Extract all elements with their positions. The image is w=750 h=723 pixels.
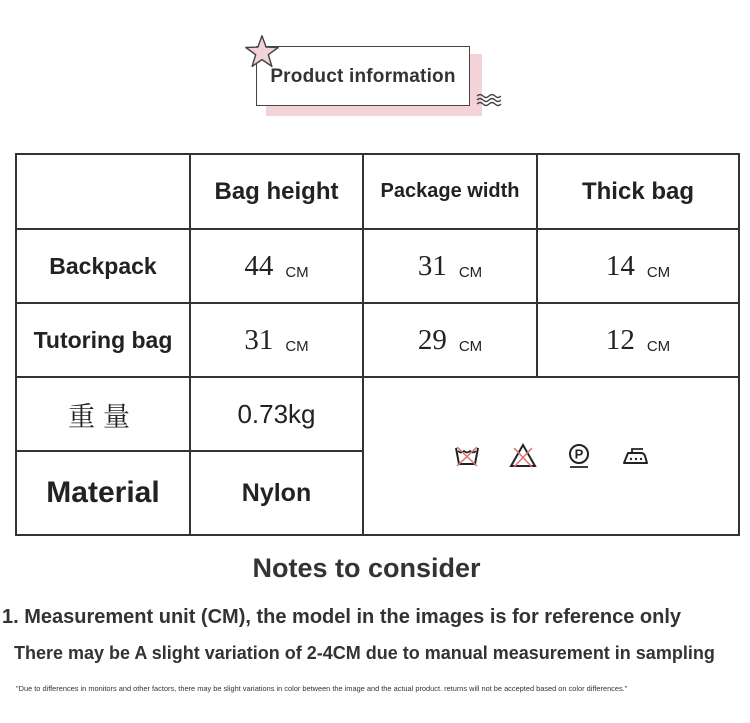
value-number: 44 <box>244 249 274 282</box>
value-unit: CM <box>285 263 309 281</box>
product-info-badge <box>240 30 510 130</box>
header-bag-height: Bag height <box>190 154 363 229</box>
value-unit: CM <box>646 337 671 355</box>
cell-material-value: Nylon <box>190 451 363 535</box>
row-label-material: Material <box>16 451 190 535</box>
cell-tutoring-thickness <box>537 303 739 377</box>
svg-text:P: P <box>574 446 584 462</box>
table-row-backpack <box>16 229 739 303</box>
care-icons-cell <box>363 377 739 535</box>
row-label-backpack: Backpack <box>16 229 190 303</box>
table-row-tutoring-bag <box>16 303 739 377</box>
color-disclaimer: "Due to differences in monitors and other factors, there may be slight variations in color between the image and the actual product. returns will not be accepted based on color differences." <box>16 684 628 693</box>
cell-backpack-height <box>190 229 363 303</box>
header-thick-bag: Thick bag <box>537 154 739 229</box>
cell-weight-value: 0.73kg <box>190 377 363 451</box>
value-unit: CM <box>458 337 483 355</box>
value-number: 29 <box>417 323 447 356</box>
table-row-weight <box>16 377 739 451</box>
notes-title: Notes to consider <box>252 553 481 583</box>
cell-tutoring-width <box>363 303 537 377</box>
badge-box <box>256 46 470 106</box>
header-cell-empty <box>16 154 190 229</box>
value-number: 14 <box>605 249 635 282</box>
cell-tutoring-height <box>190 303 363 377</box>
value-number: 31 <box>417 249 447 282</box>
no-hand-wash-icon <box>453 442 481 470</box>
star-icon <box>244 34 280 70</box>
no-bleach-icon <box>509 442 537 470</box>
note-line-2: There may be A slight variation of 2-4CM due to manual measurement in sampling <box>14 643 715 663</box>
value-unit: CM <box>458 263 483 281</box>
care-icons <box>364 442 738 470</box>
iron-low-heat-icon <box>621 442 649 470</box>
cell-backpack-thickness <box>537 229 739 303</box>
value-unit: CM <box>646 263 671 281</box>
value-number: 12 <box>605 323 635 356</box>
spec-table <box>15 153 740 536</box>
page-title: Product information <box>270 66 456 87</box>
header-package-width: Package width <box>363 154 537 229</box>
value-unit: CM <box>285 337 309 355</box>
dry-clean-p-icon <box>565 442 593 470</box>
waves-icon <box>476 92 502 108</box>
row-label-weight: 重量 <box>16 377 190 451</box>
table-header-row <box>16 154 739 229</box>
cell-backpack-width <box>363 229 537 303</box>
row-label-tutoring-bag: Tutoring bag <box>16 303 190 377</box>
note-line-1: 1. Measurement unit (CM), the model in the images is for reference only <box>2 606 682 628</box>
value-number: 31 <box>244 323 274 356</box>
